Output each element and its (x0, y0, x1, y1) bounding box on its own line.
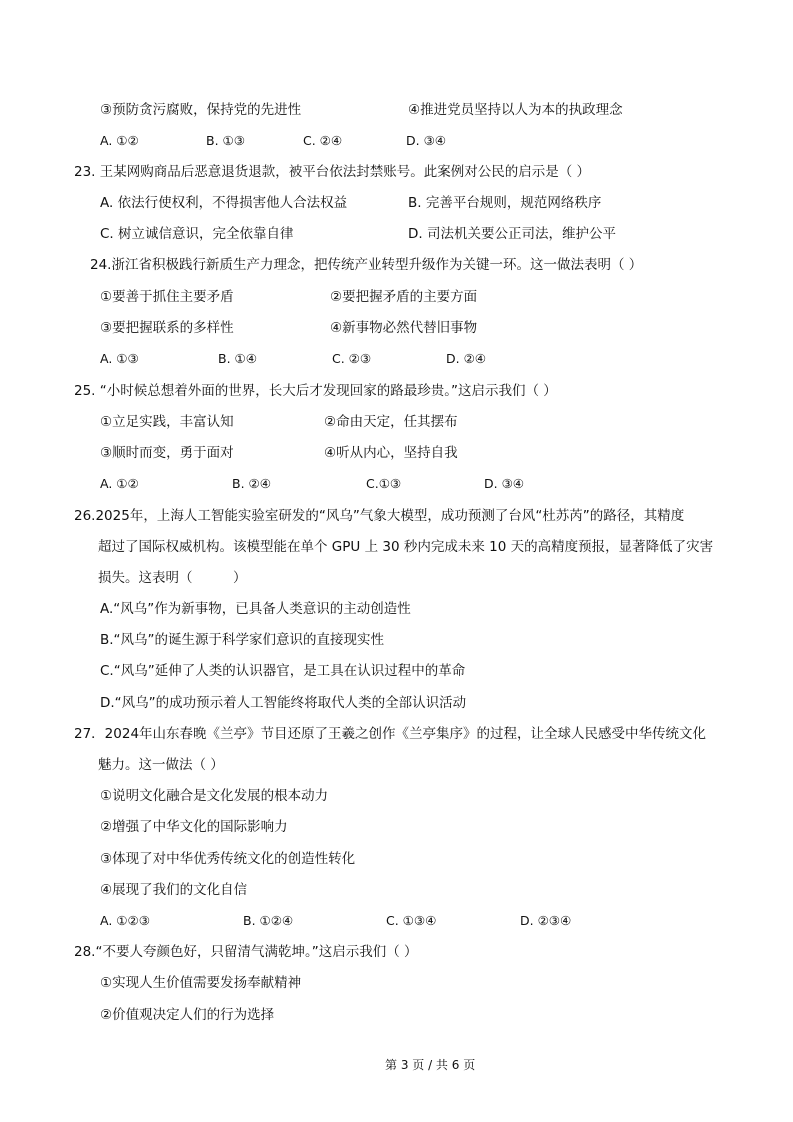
option-c: C. 树立诚信意识，完全依靠自律 (100, 226, 294, 242)
statement-2: ②价值观决定人们的行为选择 (100, 1007, 275, 1023)
statement-4: ④展现了我们的文化自信 (100, 882, 248, 898)
option-b: B. ②④ (232, 476, 271, 491)
option-b: B.“风乌”的诞生源于科学家们意识的直接现实性 (100, 632, 385, 648)
statement-1: ①说明文化融合是文化发展的根本动力 (100, 788, 329, 804)
option-c: C.①③ (366, 476, 402, 491)
option-d: D. ③④ (406, 133, 446, 148)
option-a: A. ①② (100, 476, 139, 491)
option-b: B. ①②④ (243, 913, 294, 928)
page-footer: 第 3 页 / 共 6 页 (385, 1058, 476, 1072)
statement-2: ②增强了中华文化的国际影响力 (100, 819, 288, 835)
option-d: D. ②③④ (520, 913, 572, 928)
statement-3: ③顺时而变，勇于面对 (100, 445, 234, 461)
option-d: D. ③④ (484, 476, 524, 491)
option-a: A. ①③ (100, 351, 139, 366)
statement-4: ④推进党员坚持以人为本的执政理念 (408, 102, 623, 118)
statement-1: ①要善于抓住主要矛盾 (100, 289, 234, 305)
question-stem: 23. 王某网购商品后恶意退货退款，被平台依法封禁账号。此案例对公民的启示是（ ） (74, 164, 591, 180)
question-stem-line-1: 26.2025年，上海人工智能实验室研发的“风乌”气象大模型，成功预测了台风“杜苏芮”的路径，其精度 (74, 508, 685, 524)
statement-2: ②要把握矛盾的主要方面 (330, 289, 478, 305)
option-c: C.“风乌”延伸了人类的认识器官，是工具在认识过程中的革命 (100, 663, 466, 679)
statement-3: ③体现了对中华优秀传统文化的创造性转化 (100, 851, 356, 867)
option-a: A. 依法行使权利，不得损害他人合法权益 (100, 195, 348, 211)
option-d: D. ②④ (446, 351, 486, 366)
statement-1: ①立足实践，丰富认知 (100, 414, 234, 430)
question-stem-line-3: 损失。这表明（ ） (98, 570, 247, 586)
statement-1: ①实现人生价值需要发扬奉献精神 (100, 975, 302, 991)
question-stem: 25. “小时候总想着外面的世界，长大后才发现回家的路最珍贵。”这启示我们（ ） (74, 383, 557, 399)
statement-3: ③要把握联系的多样性 (100, 320, 234, 336)
option-c: C. ①③④ (386, 913, 437, 928)
option-a: A. ①② (100, 133, 139, 148)
statement-2: ②命由天定，任其摆布 (324, 414, 458, 430)
option-d: D. 司法机关要公正司法，维护公平 (408, 226, 616, 242)
option-b: B. 完善平台规则，规范网络秩序 (408, 195, 602, 211)
question-stem-line-1: 27．2024年山东春晚《兰亭》节目还原了王羲之创作《兰亭集序》的过程，让全球人民感受中华传统文化 (74, 726, 707, 742)
question-stem: 28.“不要人夸颜色好，只留清气满乾坤。”这启示我们（ ） (74, 944, 418, 960)
option-d: D.“风乌”的成功预示着人工智能终将取代人类的全部认识活动 (100, 695, 467, 711)
statement-3: ③预防贪污腐败，保持党的先进性 (100, 102, 302, 118)
option-b: B. ①③ (206, 133, 245, 148)
option-a: A. ①②③ (100, 913, 150, 928)
option-b: B. ①④ (218, 351, 257, 366)
question-stem-line-2: 超过了国际权威机构。该模型能在单个 GPU 上 30 秒内完成未来 10 天的高精度预报，显著降低了灾害 (98, 539, 714, 555)
statement-4: ④新事物必然代替旧事物 (330, 320, 478, 336)
question-stem: 24.浙江省积极践行新质生产力理念，把传统产业转型升级作为关键一环。这一做法表明（ ） (90, 257, 643, 273)
option-c: C. ②③ (332, 351, 372, 366)
option-a: A.“风乌”作为新事物，已具备人类意识的主动创造性 (100, 601, 411, 617)
option-c: C. ②④ (303, 133, 343, 148)
statement-4: ④听从内心，坚持自我 (324, 445, 458, 461)
question-stem-line-2: 魅力。这一做法（ ） (98, 757, 224, 773)
